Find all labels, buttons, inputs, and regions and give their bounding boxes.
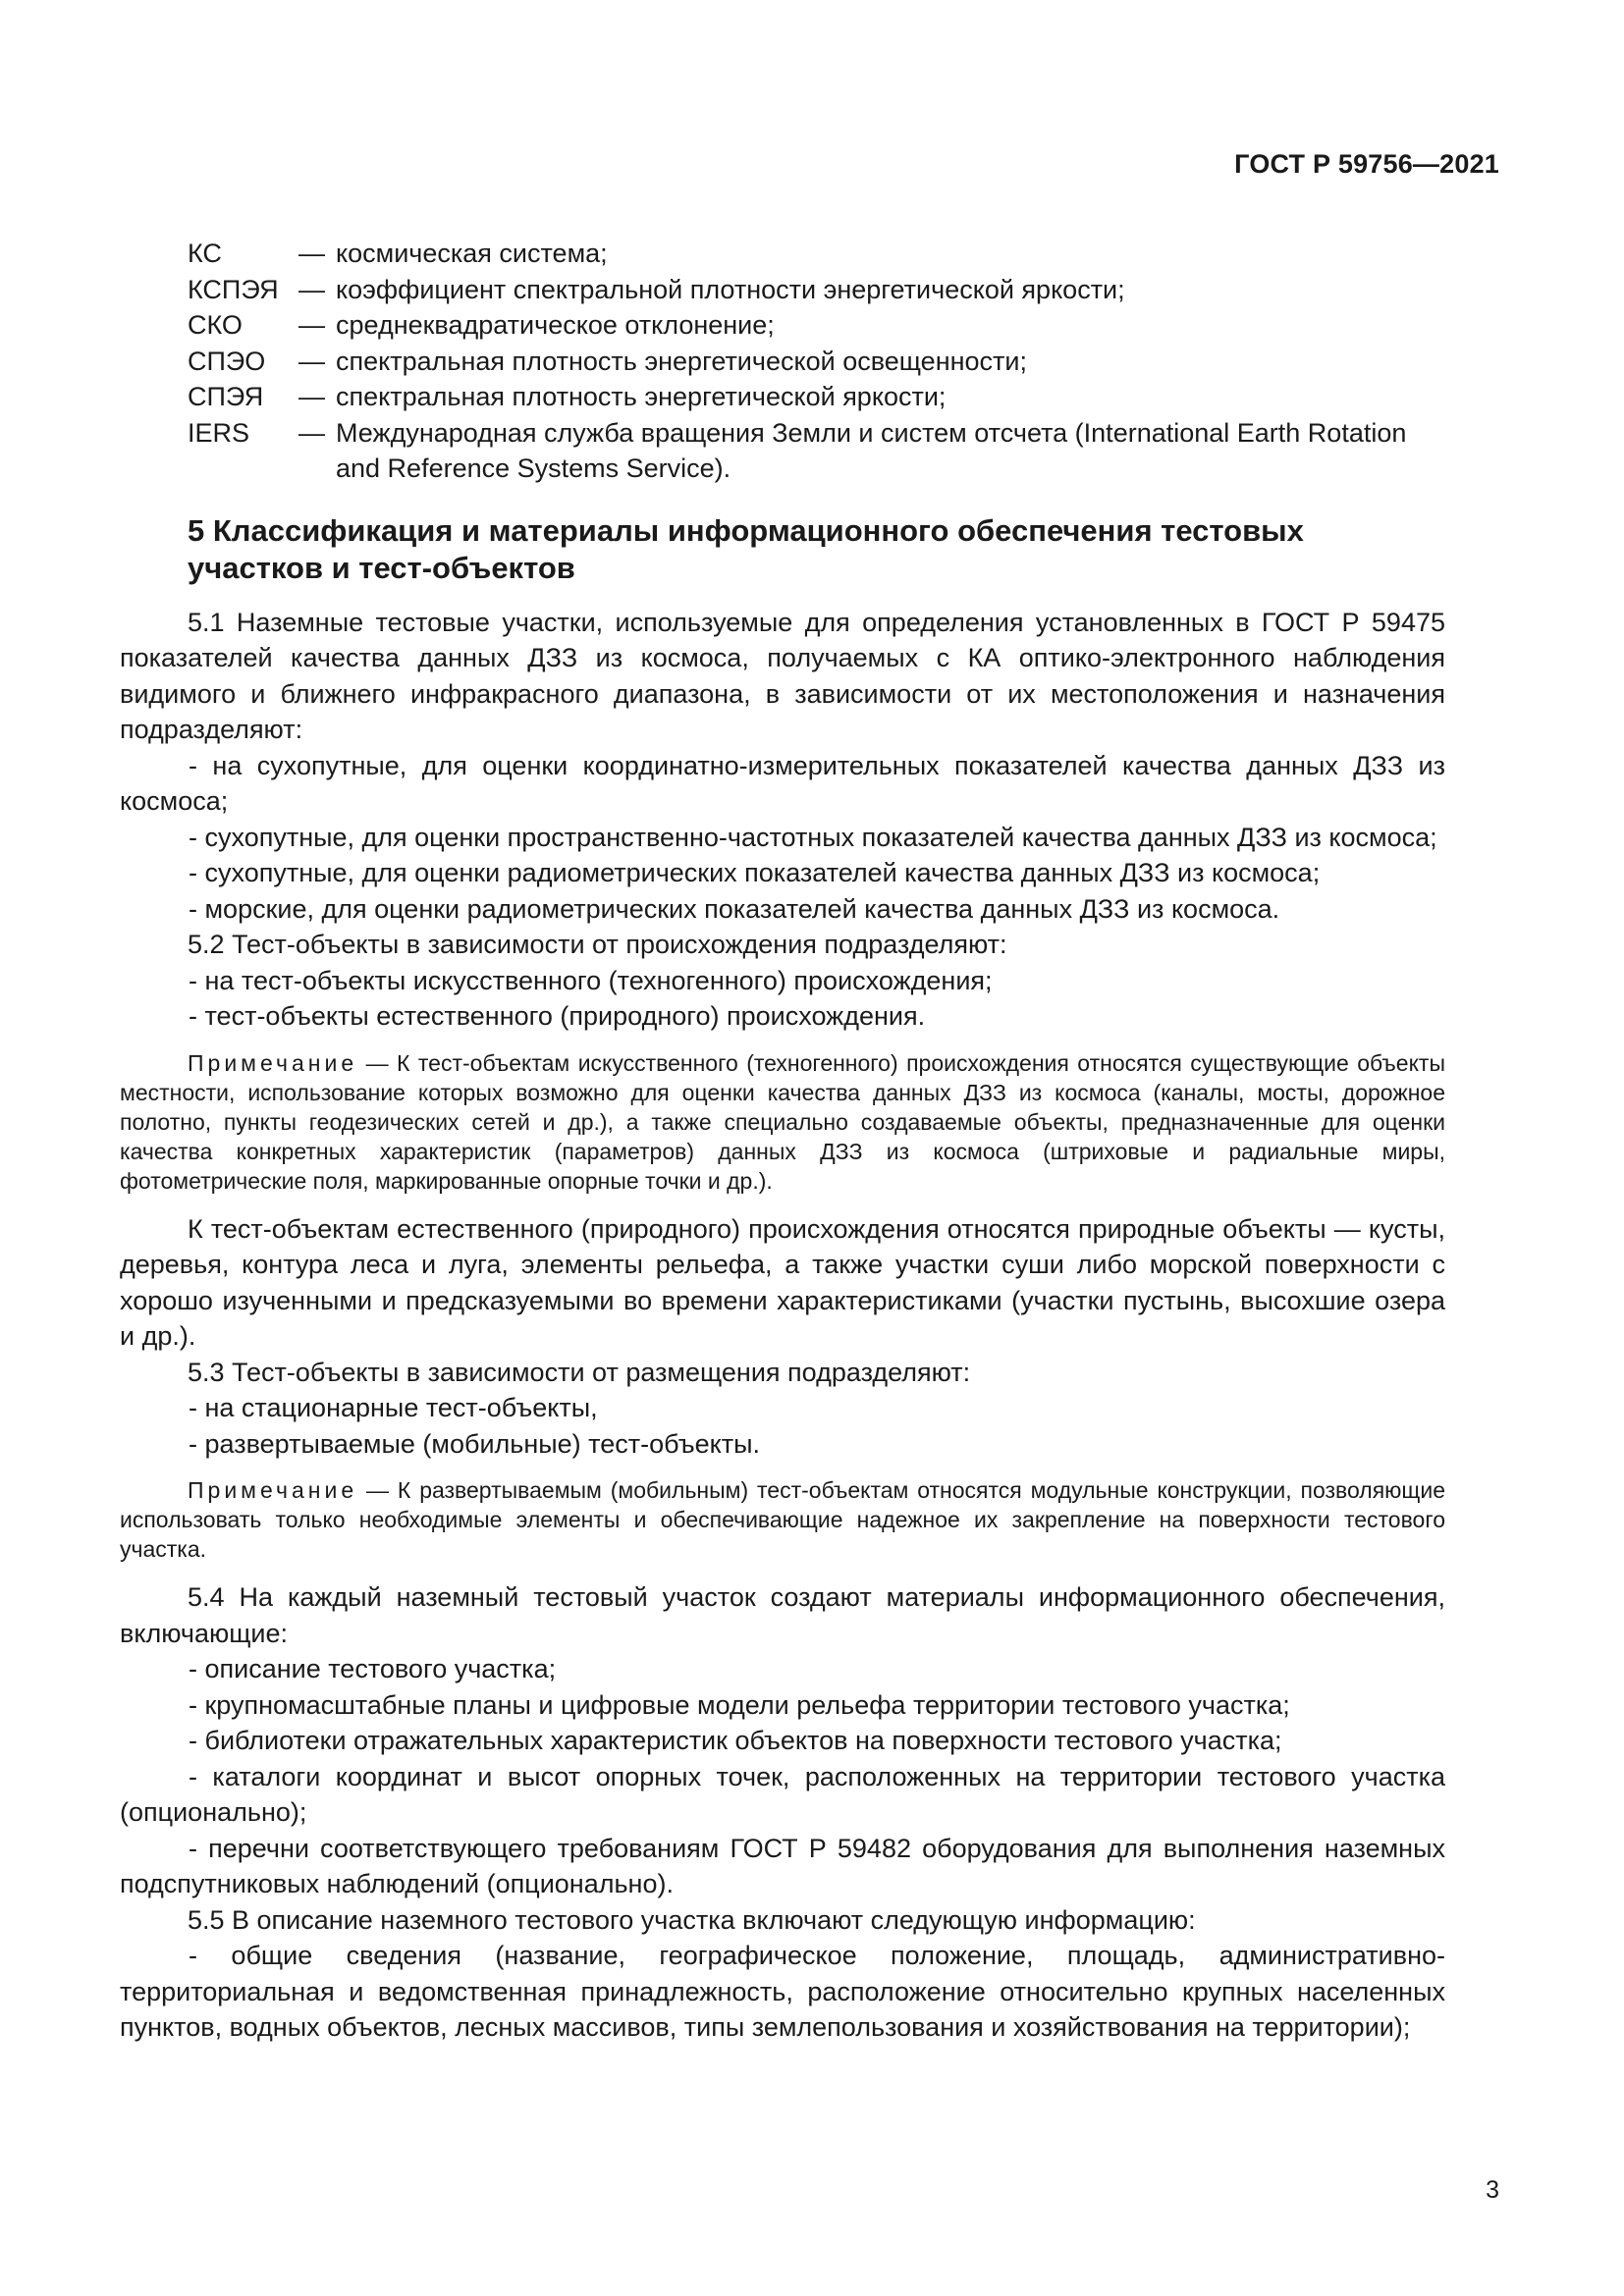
dash: — [298,382,325,411]
list-item: - общие сведения (название, географическое положение, площадь, административно-территориальная и ведомственная принадлежность, расположение относительно крупных населенных пунктов, водных объектов, лесных массивов, типы землепользования и хозяйствования на территории); [120,1941,1445,2042]
dash: — [298,417,325,448]
list-item: - тест-объекты естественного (природного) происхождения. [189,1001,926,1031]
note-label: Примечание [188,1049,358,1076]
abbreviation-row [188,344,1445,380]
paragraph-natural-objects: К тест-объектам естественного (природного) происхождения относятся природные объекты — кусты, деревья, контура леса и луга, элементы рельефа, а также участки суши либо морской поверхности с хорошо изученными и предсказуемыми во времени характеристиками (участки пустынь, высохшие озера и др.). [120,1213,1445,1351]
list-item: - описание тестового участка; [189,1654,557,1683]
abbreviation-term: IERS [188,417,250,448]
section-heading: 5 Классификация и материалы информационного обеспечения тестовых участков и тест-объектов [188,512,1304,585]
dash: — [298,346,325,376]
paragraph-5-4: 5.4 На каждый наземный тестовый участок создают материалы информационного обеспечения, включающие: [120,1582,1445,1648]
abbreviation-definition: среднеквадратическое отклонение; [336,310,775,340]
list-item: - сухопутные, для оценки пространственно-частотных показателей качества данных ДЗЗ из космоса; [189,822,1437,852]
dash: — [298,239,325,268]
list-item: - на тест-объекты искусственного (техногенного) происхождения; [189,965,993,995]
note-label: Примечание [188,1477,358,1503]
abbreviation-row [188,379,1445,415]
list-item: - каталоги координат и высот опорных точек, расположенных на территории тестового участка (опционально); [120,1761,1445,1827]
abbreviation-list [188,236,1445,487]
page-number: 3 [1486,2176,1499,2204]
paragraph-5-2: 5.2 Тест-объекты в зависимости от происхождения подразделяют: [188,930,1007,959]
paragraph-5-3: 5.3 Тест-объекты в зависимости от размещения подразделяют: [188,1357,971,1387]
abbreviation-term: КСПЭЯ [188,274,279,304]
abbreviation-definition: спектральная плотность энергетической освещенности; [336,346,1027,376]
list-item: - библиотеки отражательных характеристик объектов на поверхности тестового участка; [189,1726,1282,1755]
abbreviation-row [188,236,1445,272]
list-item: - на сухопутные, для оценки координатно-измерительных показателей качества данных ДЗЗ из космоса; [120,750,1445,816]
abbreviation-term: СКО [188,310,243,340]
note-text: — К развертываемым (мобильным) тест-объектам относятся модульные конструкции, позволяющие использовать только необходимые элементы и обеспечивающие надежное их закрепление на поверхности тестового участка. [120,1477,1445,1562]
doc-code-header: ГОСТ Р 59756—2021 [1234,149,1499,179]
dash: — [298,274,325,304]
abbreviation-term: СПЭО [188,346,266,376]
list-item: - на стационарные тест-объекты, [189,1393,598,1422]
list-item: - сухопутные, для оценки радиометрических показателей качества данных ДЗЗ из космоса; [189,858,1321,887]
paragraph-5-5: 5.5 В описание наземного тестового участка включают следующую информацию: [188,1904,1196,1935]
abbreviation-definition: коэффициент спектральной плотности энергетической яркости; [336,274,1125,304]
note-1 [120,1048,1445,1196]
abbreviation-row [188,415,1445,487]
abbreviation-term: СПЭЯ [188,382,264,411]
paragraph-5-1: 5.1 Наземные тестовые участки, используемые для определения установленных в ГОСТ Р 59475 показателей качества данных ДЗЗ из космоса, получаемых с КА оптико-электронного наблюдения видимого и ближнего инфракрасного диапазона, в зависимости от их местоположения и назначения подразделяют: [120,607,1445,744]
list-item: - перечни соответствующего требованиям ГОСТ Р 59482 оборудования для выполнения наземных подспутниковых наблюдений (опционально). [120,1833,1445,1898]
abbreviation-definition: Международная служба вращения Земли и систем отсчета (International Earth Rotation and Reference Systems Service). [336,417,1407,483]
list-item: - морские, для оценки радиометрических показателей качества данных ДЗЗ из космоса. [189,893,1280,924]
note-text: — К тест-объектам искусственного (техногенного) происхождения относятся существующие объекты местности, использование которых возможно для оценки качества данных ДЗЗ из космоса (каналы, мосты, дорожное полотно, пункты геодезических сетей и др.), а также специально создаваемые объекты, предназначенные для оценки качества конкретных характеристик (параметров) данных ДЗЗ из космоса (штриховые и радиальные миры, фотометрические поля, маркированные опорные точки и др.). [120,1049,1445,1194]
abbreviation-definition: космическая система; [336,239,608,268]
dash: — [298,310,325,340]
list-item: - развертываемые (мобильные) тест-объекты. [189,1428,760,1459]
document-body [120,236,1445,2046]
list-item: - крупномасштабные планы и цифровые модели рельефа территории тестового участка; [189,1689,1290,1720]
abbreviation-row [188,307,1445,344]
abbreviation-definition: спектральная плотность энергетической яркости; [336,382,947,411]
abbreviation-row [188,272,1445,308]
note-2 [120,1475,1445,1564]
abbreviation-term: КС [188,239,222,268]
